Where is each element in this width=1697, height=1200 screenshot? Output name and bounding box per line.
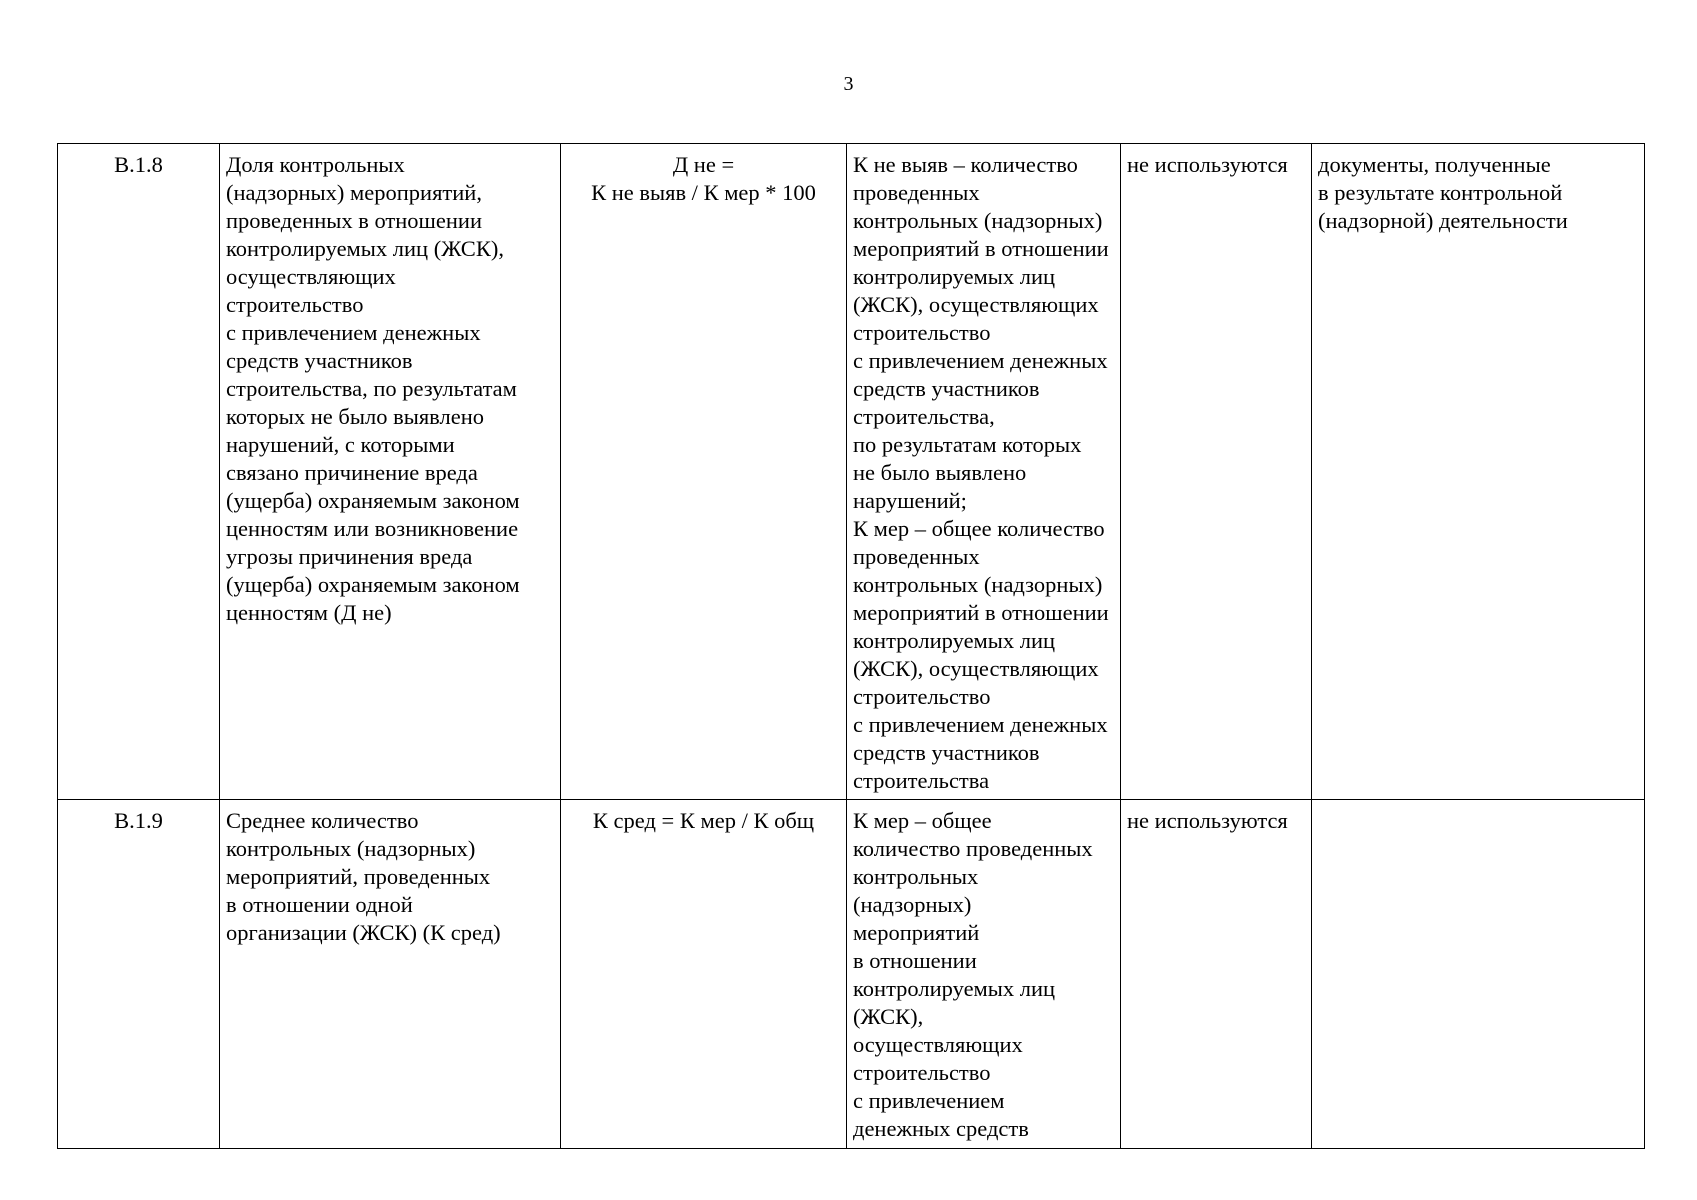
text-line: проведенных [853, 544, 980, 569]
text-line: ценностям (Д не) [226, 600, 392, 625]
text-line: количество проведенных [853, 836, 1093, 861]
text-line: К не выяв – количество [853, 152, 1078, 177]
text-line: связано причинение вреда [226, 460, 478, 485]
text-line: контролируемых лиц (ЖСК), [226, 236, 504, 261]
text-line: осуществляющих [226, 264, 396, 289]
text-line: контролируемых лиц [853, 976, 1056, 1001]
text-line: (ЖСК), осуществляющих [853, 292, 1099, 317]
text-line: которых не было выявлено [226, 404, 485, 429]
indicator-code-cell [58, 800, 220, 1149]
indicator-code: В.1.9 [114, 808, 163, 833]
description-cell [847, 800, 1121, 1149]
text-line: контрольных (надзорных) [853, 572, 1103, 597]
text-line: (ущерба) охраняемым законом [226, 572, 520, 597]
coefficients-cell [1121, 800, 1312, 1149]
page-number: 3 [843, 73, 854, 95]
text-line: с привлечением денежных [853, 712, 1108, 737]
text-line: (ЖСК), осуществляющих [853, 656, 1099, 681]
text-line: контрольных (надзорных) [853, 208, 1103, 233]
source-cell [1312, 144, 1645, 800]
text-line: контролируемых лиц [853, 264, 1056, 289]
text-line: строительство [226, 292, 364, 317]
source-cell [1312, 800, 1645, 1149]
text-line: в отношении [853, 948, 977, 973]
text-line: контролируемых лиц [853, 628, 1056, 653]
text-line: средств участников [853, 376, 1040, 401]
indicator-name-cell [220, 144, 561, 800]
text-line: нарушений; [853, 488, 967, 513]
text-line: К мер – общее количество [853, 516, 1105, 541]
text-line: К сред = К мер / К общ [592, 808, 815, 833]
text-line: К мер – общее [853, 808, 992, 833]
text-line: мероприятий в отношении [853, 600, 1109, 625]
text-line: (надзорных) [853, 892, 972, 917]
text-line: строительства [853, 768, 990, 793]
coefficients-text: не используются [1127, 152, 1288, 177]
text-line: строительство [853, 320, 991, 345]
text-line: средств участников [226, 348, 413, 373]
text-line: с привлечением [853, 1088, 1005, 1113]
text-line: строительство [853, 684, 991, 709]
text-line: с привлечением денежных [226, 320, 481, 345]
text-line: строительства, по результатам [226, 376, 517, 401]
coefficients-cell [1121, 144, 1312, 800]
text-line: мероприятий, проведенных [226, 864, 491, 889]
text-line: (надзорной) деятельности [1318, 208, 1568, 233]
table-row [58, 800, 1645, 1149]
text-line: осуществляющих [853, 1032, 1023, 1057]
text-line: денежных средств [853, 1116, 1029, 1141]
text-line: мероприятий в отношении [853, 236, 1109, 261]
text-line: в отношении одной [226, 892, 413, 917]
text-line: Среднее количество [226, 808, 419, 833]
text-line: организации (ЖСК) (К сред) [226, 920, 501, 945]
indicators-table [57, 143, 1645, 1149]
text-line: ценностям или возникновение [226, 516, 519, 541]
text-line: Д не = [672, 152, 735, 177]
text-line: проведенных [853, 180, 980, 205]
text-line: нарушений, с которыми [226, 432, 455, 457]
formula-cell [561, 800, 847, 1149]
text-line: (надзорных) мероприятий, [226, 180, 482, 205]
text-line: строительства, [853, 404, 995, 429]
text-line: угрозы причинения вреда [226, 544, 473, 569]
text-line: К не выяв / К мер * 100 [591, 180, 816, 205]
text-line: контрольных (надзорных) [226, 836, 476, 861]
text-line: в результате контрольной [1318, 180, 1563, 205]
text-line: средств участников [853, 740, 1040, 765]
indicator-code: В.1.8 [114, 152, 163, 177]
text-line: контрольных [853, 864, 979, 889]
indicator-name-cell [220, 800, 561, 1149]
coefficients-text: не используются [1127, 808, 1288, 833]
text-line: не было выявлено [853, 460, 1027, 485]
indicator-code-cell [58, 144, 220, 800]
text-line: мероприятий [853, 920, 980, 945]
text-line: строительство [853, 1060, 991, 1085]
description-cell [847, 144, 1121, 800]
table-row [58, 144, 1645, 800]
text-line: документы, полученные [1318, 152, 1551, 177]
text-line: проведенных в отношении [226, 208, 482, 233]
text-line: (ущерба) охраняемым законом [226, 488, 520, 513]
text-line: с привлечением денежных [853, 348, 1108, 373]
text-line: по результатам которых [853, 432, 1082, 457]
text-line: Доля контрольных [226, 152, 405, 177]
formula-cell [561, 144, 847, 800]
text-line: (ЖСК), [853, 1004, 924, 1029]
